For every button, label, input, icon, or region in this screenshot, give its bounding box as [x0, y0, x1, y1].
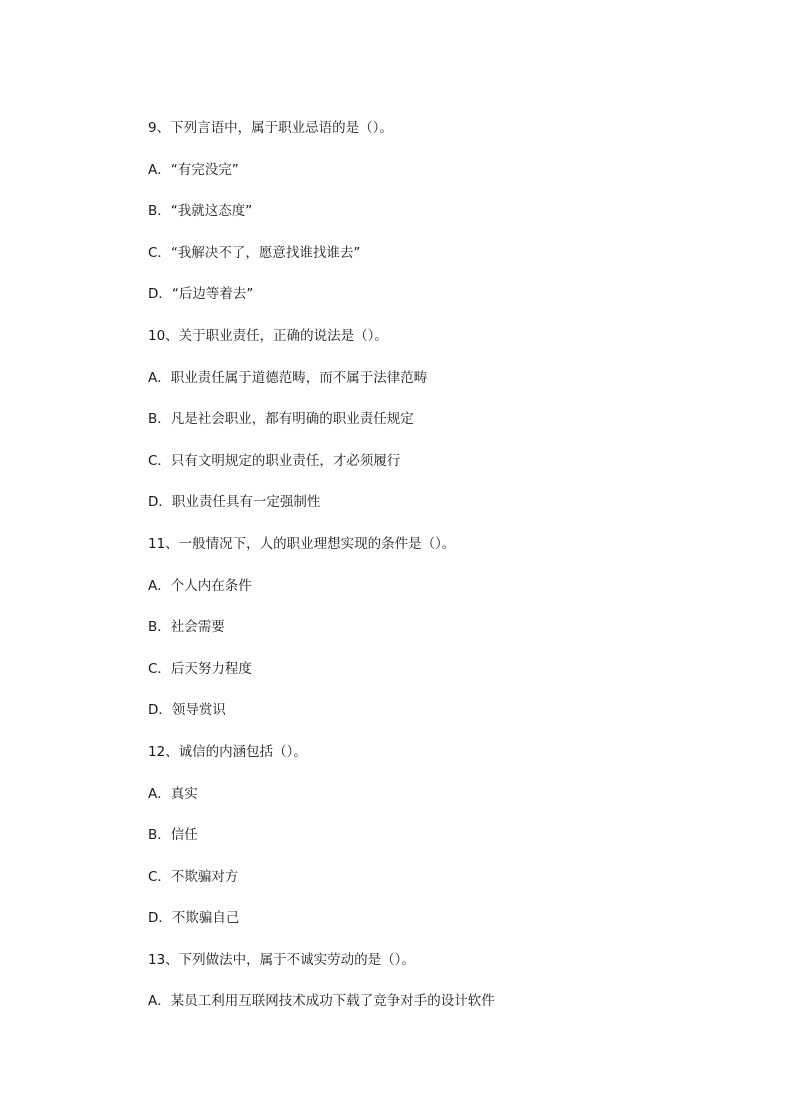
question-11-stem: 11、一般情况下，人的职业理想实现的条件是（）。 [148, 535, 456, 552]
question-10-option-a: A．职业责任属于道德范畴，而不属于法律范畴 [148, 369, 428, 386]
question-11-option-d: D．领导赏识 [148, 702, 226, 719]
question-13-stem: 13、下列做法中，属于不诚实劳动的是（）。 [148, 951, 415, 968]
question-10-option-d: D．职业责任具有一定强制性 [148, 494, 321, 511]
question-12-stem: 12、诚信的内涵包括（）。 [148, 743, 307, 760]
question-12-option-c: C．不欺骗对方 [148, 868, 239, 885]
question-9-option-a: A．“有完没完” [148, 161, 239, 178]
question-10-option-b: B．凡是社会职业，都有明确的职业责任规定 [148, 411, 414, 428]
question-12-option-b: B．信任 [148, 827, 198, 844]
question-11-option-c: C．后天努力程度 [148, 660, 252, 677]
question-10-option-c: C．只有文明规定的职业责任，才必须履行 [148, 452, 401, 469]
question-9-option-d: D．“后边等着去” [148, 286, 254, 303]
question-10-stem: 10、关于职业责任，正确的说法是（）。 [148, 327, 388, 344]
question-11-option-b: B．社会需要 [148, 619, 225, 636]
question-list [148, 116, 748, 1031]
question-9-option-b: B．“我就这态度” [148, 203, 253, 220]
question-9-option-c: C．“我解决不了，愿意找谁找谁去” [148, 244, 361, 261]
question-11-option-a: A．个人内在条件 [148, 577, 252, 594]
question-13-option-a: A．某员工利用互联网技术成功下载了竞争对手的设计软件 [148, 993, 495, 1010]
question-12-option-a: A．真实 [148, 785, 198, 802]
question-12-option-d: D．不欺骗自己 [148, 910, 240, 927]
question-9-stem: 9、下列言语中，属于职业忌语的是（）。 [148, 120, 393, 136]
